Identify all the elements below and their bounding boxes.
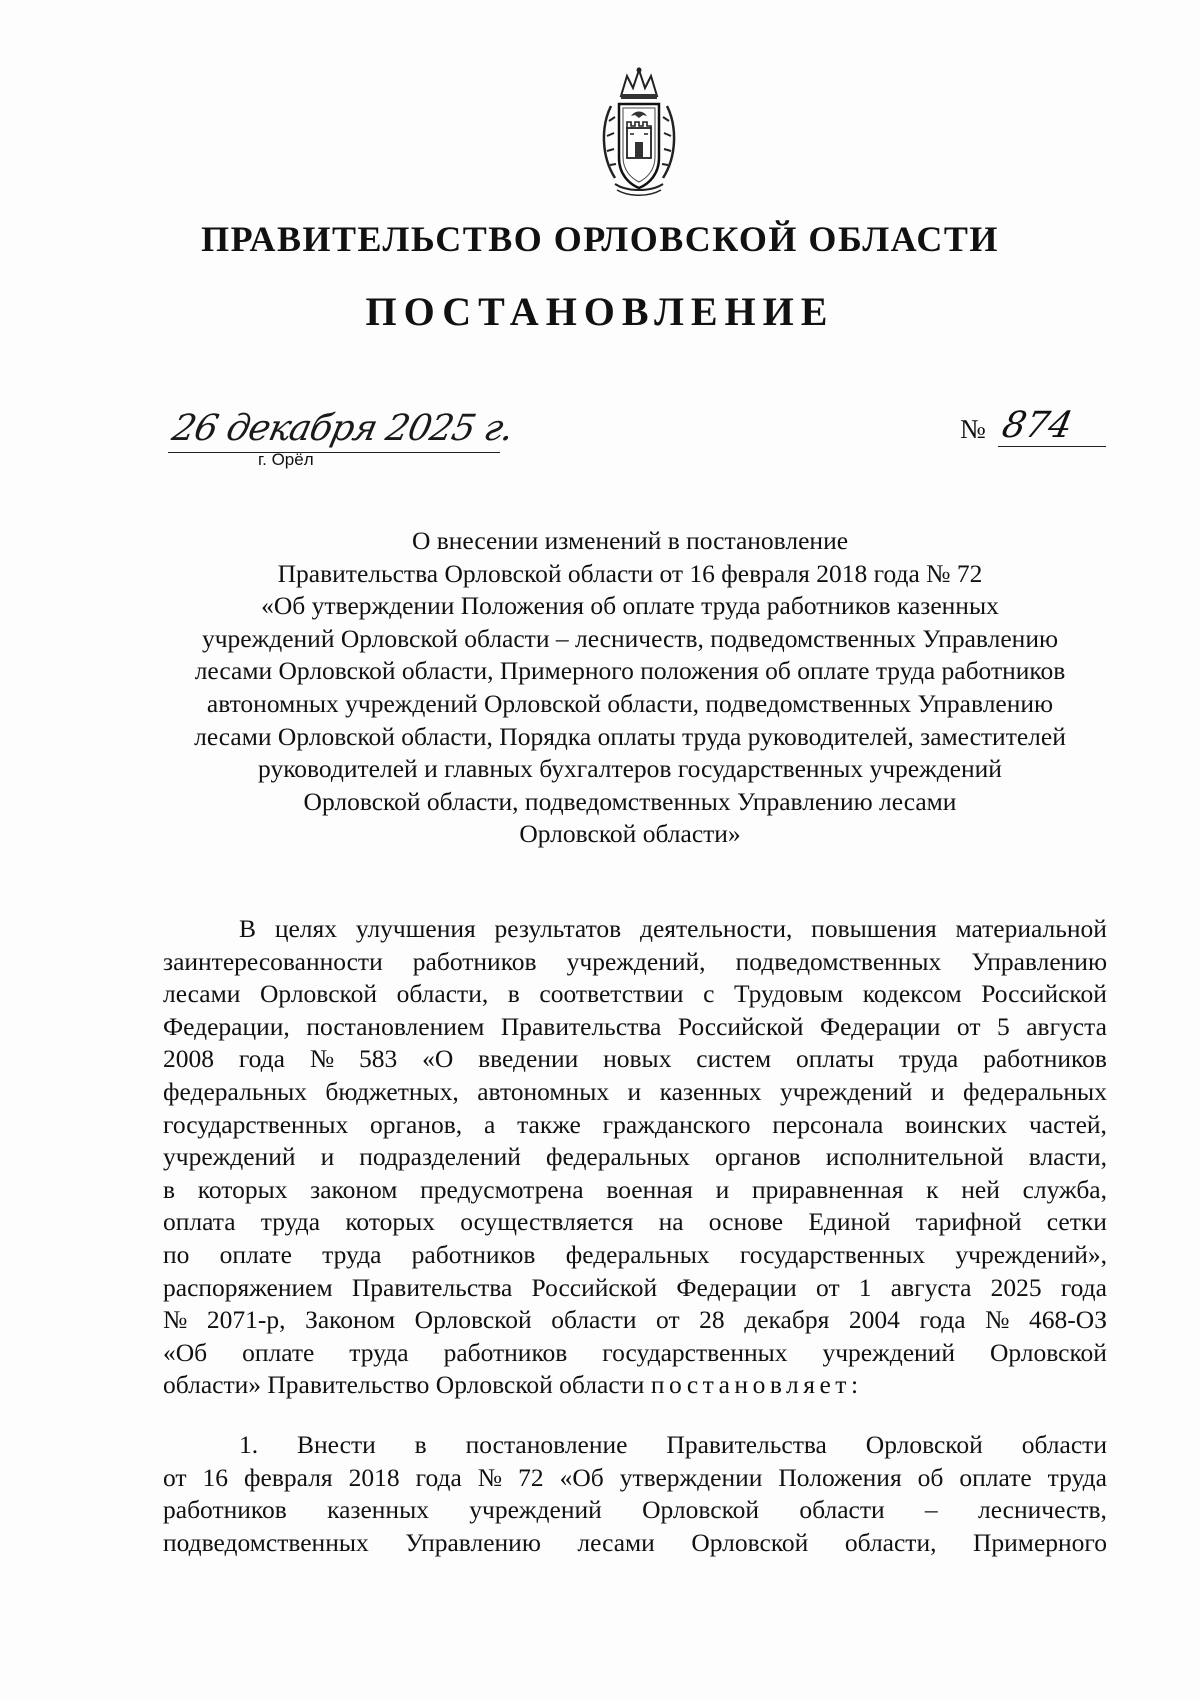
word: работников — [443, 1337, 568, 1367]
word: 5 — [996, 1011, 1010, 1041]
preamble-line — [163, 1206, 1107, 1239]
paragraph-line — [163, 1462, 1107, 1495]
word: оплата — [163, 1207, 236, 1237]
preamble-line — [163, 946, 1107, 979]
word: подведомственных — [735, 946, 942, 976]
date-underline — [168, 452, 500, 453]
word: об — [917, 1462, 944, 1492]
word: учреждений — [822, 1337, 955, 1367]
word: 1 — [858, 1272, 872, 1302]
word: постановление — [465, 1430, 628, 1459]
word: Орловской — [865, 1430, 983, 1459]
subject-line: руководителей и главных бухгалтеров государственных учреждений — [258, 754, 1002, 784]
word: 2025 — [990, 1272, 1042, 1302]
word: воинских — [905, 1109, 1008, 1139]
word: военная — [606, 1174, 693, 1204]
word: и — [320, 1142, 335, 1172]
preamble-line — [163, 913, 1107, 946]
paragraph-line — [163, 1494, 1107, 1527]
word: «Об — [163, 1337, 208, 1367]
preamble-line — [163, 1076, 1107, 1109]
word: исполнительной — [825, 1142, 1004, 1172]
preamble-line — [163, 1304, 1107, 1337]
paragraph-line — [163, 1429, 1107, 1462]
word: казенных — [659, 1076, 762, 1106]
word: учреждений — [163, 1142, 296, 1172]
word: 28 — [699, 1305, 725, 1335]
word: Орловской — [989, 1337, 1107, 1367]
word: федеральных — [565, 1239, 710, 1269]
preamble-line — [163, 1011, 1107, 1044]
word: Орловской — [691, 1527, 809, 1557]
word: кодексом — [862, 979, 962, 1009]
word: власти, — [1028, 1142, 1107, 1172]
word: результатов — [494, 914, 622, 943]
word: лесничеств, — [977, 1495, 1107, 1525]
word: области — [799, 1495, 885, 1525]
preamble-line — [163, 1174, 1107, 1207]
word: которых — [197, 1174, 288, 1204]
word: труда — [1047, 1462, 1107, 1492]
word: Правительства — [666, 1430, 827, 1459]
word: августа — [1026, 1011, 1107, 1041]
word: Правительства — [500, 1011, 662, 1041]
word: августа — [890, 1272, 972, 1302]
word: частей, — [1028, 1109, 1107, 1139]
word: Российской — [981, 979, 1107, 1009]
word: труда — [898, 1044, 959, 1074]
word: года — [415, 1462, 462, 1492]
word: в — [163, 1174, 176, 1204]
word: «О — [422, 1044, 454, 1074]
word: которых — [345, 1207, 436, 1237]
number-underline — [998, 446, 1106, 447]
word: Орловской — [642, 1495, 760, 1525]
word: и — [627, 1076, 642, 1106]
word: целях — [274, 914, 337, 943]
handwritten-date: 26 декабря 2025 г. — [168, 408, 517, 449]
word: материальной — [955, 914, 1107, 943]
subject-line: учреждений Орловской области – лесничеств, подведомственных Управлению — [201, 623, 1059, 653]
word: лесами — [163, 979, 241, 1009]
word: оплаты — [796, 1044, 875, 1074]
word: Правительства — [351, 1272, 513, 1302]
word: оплате — [219, 1239, 292, 1269]
word: бюджетных, — [325, 1076, 459, 1106]
word: 2018 — [348, 1462, 400, 1492]
word: работников — [983, 1044, 1107, 1074]
subject-line: Орловской области» — [519, 819, 741, 849]
word: февраля — [244, 1462, 333, 1492]
word: 72 — [518, 1462, 544, 1492]
word: федеральных — [962, 1076, 1107, 1106]
word: Российской — [531, 1272, 658, 1302]
word: Законом — [305, 1305, 396, 1335]
word: труда — [349, 1337, 409, 1367]
preamble-line — [163, 1141, 1107, 1174]
subject-line: автономных учреждений Орловской области, подведомственных Управлению — [206, 688, 1054, 718]
word: Орловской — [260, 979, 378, 1009]
word: от — [956, 1011, 981, 1041]
word: оплате — [242, 1337, 315, 1367]
paragraph-1 — [163, 1429, 1107, 1559]
word: В — [239, 914, 257, 943]
word: систем — [696, 1044, 772, 1074]
word: новых — [603, 1044, 672, 1074]
word: основе — [708, 1207, 784, 1237]
word: законом — [310, 1174, 398, 1204]
document-subject — [160, 525, 1100, 851]
word: от — [656, 1305, 680, 1335]
word: автономных — [477, 1076, 610, 1106]
word: государственных — [163, 1109, 349, 1139]
word: области — [1021, 1430, 1107, 1459]
word: 16 — [202, 1462, 229, 1492]
word: ней — [961, 1174, 1000, 1204]
word: лесами — [577, 1527, 655, 1557]
word: в — [414, 1430, 427, 1459]
word: 1. — [239, 1430, 259, 1459]
word: а — [483, 1109, 496, 1139]
word: Внести — [297, 1430, 376, 1459]
word: государственных — [602, 1337, 788, 1367]
paragraph-line — [163, 1527, 1107, 1560]
word: осуществляется — [460, 1207, 634, 1237]
word: на — [658, 1207, 684, 1237]
word: подведомственных — [163, 1527, 369, 1557]
word: декабря — [744, 1305, 830, 1335]
word: заинтересованности — [163, 946, 383, 976]
word: органов, — [370, 1109, 463, 1139]
word: Орловской — [414, 1305, 532, 1335]
word: утверждении — [619, 1462, 763, 1492]
word: области — [551, 1305, 637, 1335]
subject-line: лесами Орловской области, Порядка оплаты труда руководителей, заместителей — [194, 721, 1066, 751]
word: федеральных — [163, 1076, 307, 1106]
word: персонала — [772, 1109, 884, 1139]
word: Федерации — [819, 1011, 941, 1041]
preamble-paragraph — [163, 913, 1107, 1402]
word: Российской — [677, 1011, 804, 1041]
word: года — [238, 1044, 285, 1074]
word: труда — [260, 1207, 321, 1237]
word: распоряжением — [163, 1272, 333, 1302]
word: 583 — [359, 1044, 398, 1074]
subject-line: О внесении изменений в постановление — [411, 526, 849, 555]
preamble-line — [163, 978, 1107, 1011]
word: постановлением — [306, 1011, 485, 1041]
word: работников — [163, 1495, 287, 1525]
subject-line: Орловской области, подведомственных Управлению лесами — [303, 786, 957, 816]
word: области, — [396, 979, 489, 1009]
subject-line: Правительства Орловской области от 16 февраля 2018 года № 72 — [277, 558, 983, 588]
word: деятельности, — [640, 914, 793, 943]
word: сетки — [1046, 1207, 1107, 1237]
word: Управлению — [971, 946, 1107, 976]
subject-line: лесами Орловской области, Примерного положения об оплате труда работников — [194, 656, 1066, 686]
word: № — [309, 1044, 335, 1074]
word: приравненная — [751, 1174, 904, 1204]
word: – — [924, 1495, 938, 1525]
word: в — [507, 979, 520, 1009]
government-title: ПРАВИТЕЛЬСТВО ОРЛОВСКОЙ ОБЛАСТИ — [201, 219, 999, 259]
word: № — [477, 1462, 503, 1492]
word: работников — [411, 1239, 536, 1269]
word: по — [163, 1239, 190, 1269]
word: к — [926, 1174, 939, 1204]
word: Примерного — [973, 1527, 1107, 1557]
word: также — [517, 1109, 581, 1139]
word: 2071-р, — [206, 1305, 286, 1335]
subject-line: «Об утверждении Положения об оплате труда работников казенных — [261, 591, 999, 621]
coat-of-arms-icon — [597, 66, 681, 198]
word: Трудовым — [734, 979, 844, 1009]
word: введении — [478, 1044, 579, 1074]
word: Федерации, — [163, 1011, 290, 1041]
word: казенных — [327, 1495, 429, 1525]
preamble-last-text: области» Правительство Орловской области — [163, 1370, 645, 1400]
word: и — [715, 1174, 730, 1204]
preamble-line — [163, 1239, 1107, 1272]
resolves-word: постановляет: — [650, 1370, 863, 1400]
word: учреждений, — [566, 946, 706, 976]
word: от — [163, 1462, 187, 1492]
city-label: г. Орёл — [258, 450, 314, 469]
word: года — [919, 1305, 966, 1335]
preamble-last-line — [163, 1369, 1107, 1402]
word: учреждений», — [955, 1239, 1107, 1269]
word: улучшения — [355, 914, 476, 943]
word: труда — [322, 1239, 382, 1269]
word: 2008 — [163, 1044, 214, 1074]
word: тарифной — [915, 1207, 1022, 1237]
word: гражданского — [602, 1109, 751, 1139]
preamble-line — [163, 1272, 1107, 1305]
word: федеральных — [545, 1142, 690, 1172]
preamble-line — [163, 1337, 1107, 1370]
word: области, — [844, 1527, 937, 1557]
word: служба, — [1022, 1174, 1107, 1204]
preamble-line — [163, 1109, 1107, 1142]
word: предусмотрена — [420, 1174, 584, 1204]
word: Федерации — [676, 1272, 797, 1302]
word: 468-ОЗ — [1029, 1305, 1107, 1335]
word: № — [163, 1305, 188, 1335]
word: 2004 — [848, 1305, 900, 1335]
word: учреждений — [779, 1076, 913, 1106]
word: повышения — [811, 914, 937, 943]
word: Единой — [808, 1207, 891, 1237]
word: работников — [412, 946, 537, 976]
preamble-line — [163, 1043, 1107, 1076]
word: № — [985, 1305, 1010, 1335]
word: государственных — [739, 1239, 926, 1269]
word: от — [816, 1272, 840, 1302]
word: «Об — [559, 1462, 604, 1492]
handwritten-number: 874 — [998, 405, 1077, 446]
word: с — [703, 979, 715, 1009]
word: органов — [714, 1142, 801, 1172]
number-label: № — [960, 414, 986, 444]
word: и — [930, 1076, 945, 1106]
word: подразделений — [359, 1142, 521, 1172]
word: соответствии — [539, 979, 684, 1009]
word: Положения — [778, 1462, 902, 1492]
word: оплате — [959, 1462, 1032, 1492]
word: учреждений — [469, 1495, 602, 1525]
document-type-heading: ПОСТАНОВЛЕНИЕ — [365, 289, 835, 334]
word: Управлению — [405, 1527, 541, 1557]
word: года — [1060, 1272, 1107, 1302]
